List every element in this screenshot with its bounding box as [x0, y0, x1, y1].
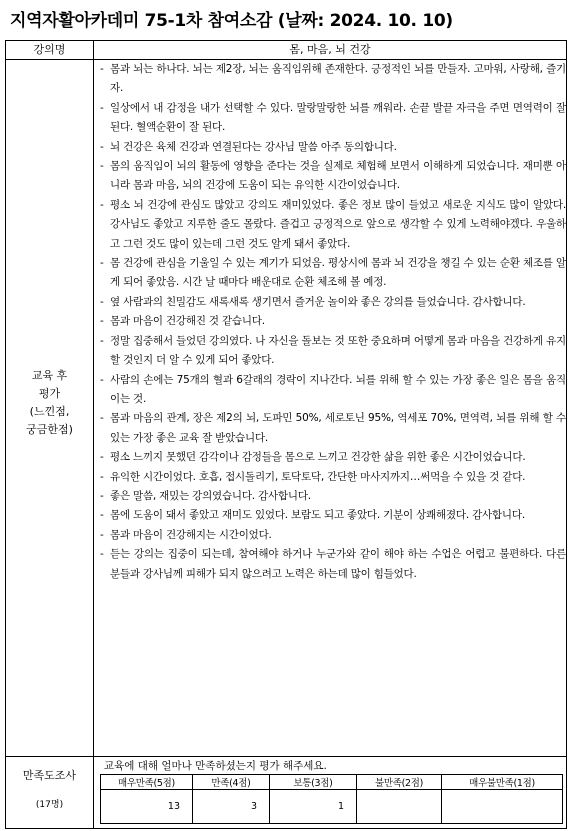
evaluation-label-line: 평가 — [38, 387, 61, 400]
comment-item: - 사람의 손에는 75개의 혈과 6갈래의 경락이 지나간다. 뇌를 위해 할 수 있는 가장 좋은 일은 몸을 움직이는 것. — [98, 371, 566, 410]
header-row — [6, 41, 566, 60]
comment-item: - 일상에서 내 감정을 내가 선택할 수 있다. 말랑말랑한 뇌를 깨워라. 손끝 발끝 자극을 주면 면역력이 잘 된다. 혈액순환이 잘 된다. — [98, 99, 566, 138]
evaluation-label — [6, 367, 93, 439]
header-lecture-label: 강의명 — [6, 41, 94, 59]
comment-item: - 뇌 건강은 육체 건강과 연결된다는 강사님 말씀 아주 동의합니다. — [98, 138, 566, 157]
survey-question: 교육에 대해 얼마나 만족하셨는지 평가 해주세요. — [104, 760, 327, 772]
rating-value: 1 — [270, 790, 357, 824]
comment-list — [98, 60, 566, 756]
comment-item: - 좋은 말씀, 재밌는 강의였습니다. 감사합니다. — [98, 487, 566, 506]
comment-item: - 몸과 뇌는 하나다. 뇌는 제2장, 뇌는 움직임위해 존재한다. 긍정적인 뇌를 만들자. 고마워, 사랑해, 즐기자. — [98, 60, 566, 99]
comment-item: - 몸에 도움이 돼서 좋았고 재미도 있었다. 보람도 되고 좋았다. 기분이 상쾌해졌다. 감사합니다. — [98, 506, 566, 525]
evaluation-label-line: 궁금한점) — [26, 423, 73, 436]
rating-value: 3 — [193, 790, 270, 824]
rating-table — [100, 774, 563, 824]
comment-item: - 유익한 시간이었다. 호흡, 접시돌리기, 토닥토닥, 간단한 마사지까지…써먹을 수 있을 것 같다. — [98, 468, 566, 487]
feedback-table — [5, 40, 567, 829]
rating-header: 매우만족(5점) — [101, 775, 193, 790]
comment-item: - 몸 건강에 관심을 기울일 수 있는 계기가 되었음. 평상시에 몸과 뇌 건강을 챙길 수 있는 순환 체조를 알게 되어 좋았음. 시간 날 때마다 배운대로 순환 체조해 볼 예정. — [98, 254, 566, 293]
comment-item: - 평소 느끼지 못했던 감각이나 감정들을 몸으로 느끼고 건강한 삶을 위한 좋은 시간이었습니다. — [98, 448, 566, 467]
page-title: 지역자활아카데미 75-1차 참여소감 (날짜: 2024. 10. 10) — [10, 11, 453, 31]
rating-header-row — [101, 775, 563, 790]
rating-value-row — [101, 790, 563, 824]
comment-item: - 몸과 마음의 관계, 장은 제2의 뇌, 도파민 50%, 세로토닌 95%, 역세포 70%, 면역력, 뇌를 위해 할 수 있는 가장 좋은 교육 잘 받았습니다. — [98, 409, 566, 448]
comment-item: - 몸과 마음이 건강해지는 시간이었다. — [98, 526, 566, 545]
rating-value — [357, 790, 442, 824]
comment-item: - 몸의 움직임이 뇌의 활동에 영향을 준다는 것을 실제로 체험해 보면서 이해하게 되었습니다. 재미뿐 아니라 몸과 마음, 뇌의 건강에 도움이 되는 유익한 시간이었습니다. — [98, 157, 566, 196]
comment-item: - 몸과 마음이 건강해진 것 같습니다. — [98, 312, 566, 331]
comment-item: - 듣는 강의는 집중이 되는데, 참여해야 하거나 누군가와 같이 해야 하는 수업은 어렵고 불편하다. 다른 분들과 강사님께 피해가 되지 않으려고 노력은 하는데 많이 힘들었다. — [98, 545, 566, 584]
comment-item: - 평소 뇌 건강에 관심도 많았고 강의도 재미있었다. 좋은 정보 많이 들었고 새로운 지식도 많이 알았다. 강사님도 좋았고 지루한 줄도 몰랐다. 즐겁고 긍정적으로 앞으로 생각할 수 있게 노력해야겠다. 우울하고 그런 것도 많이 있는데 그런 것도 알게 돼서 좋았다. — [98, 196, 566, 254]
rating-header: 보통(3점) — [270, 775, 357, 790]
comment-item: - 옆 사람과의 친밀감도 새록새록 생기면서 즐거운 놀이와 좋은 강의를 들었습니다. 감사합니다. — [98, 293, 566, 312]
rating-header: 매우불만족(1점) — [442, 775, 563, 790]
survey-label: 만족도조사 — [22, 769, 77, 782]
rating-header: 불만족(2점) — [357, 775, 442, 790]
comment-item: - 정말 집중해서 들었던 강의였다. 나 자신을 돌보는 것 또한 중요하며 어떻게 몸과 마음을 건강하게 유지할 것인지 더 알 수 있게 되어 좋았다. — [98, 332, 566, 371]
survey-count: (17명) — [35, 800, 64, 810]
evaluation-label-cell — [6, 60, 94, 756]
rating-header: 만족(4점) — [193, 775, 270, 790]
survey-label-cell — [6, 757, 94, 829]
evaluation-label-line: (느낀점, — [29, 405, 70, 418]
rating-value — [442, 790, 563, 824]
rating-value: 13 — [101, 790, 193, 824]
header-lecture-title: 몸, 마음, 뇌 건강 — [289, 43, 371, 56]
evaluation-label-line: 교육 후 — [31, 369, 68, 382]
